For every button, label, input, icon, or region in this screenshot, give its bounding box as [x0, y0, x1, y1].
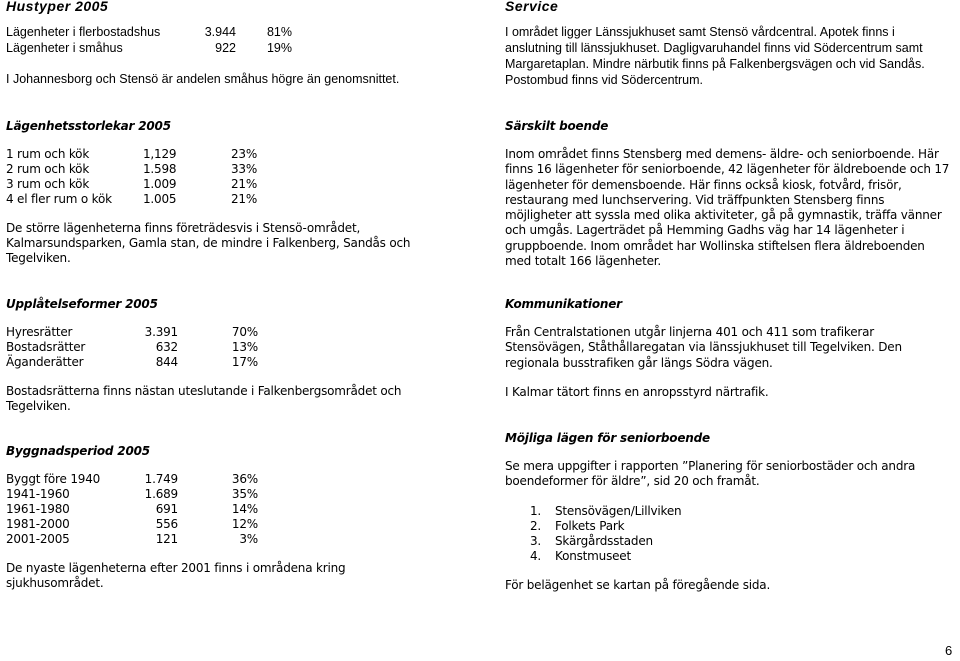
list-item — [530, 519, 950, 534]
row-pct: 3% — [239, 532, 258, 546]
mojliga-heading: Möjliga lägen för seniorboende — [505, 431, 710, 445]
table-row — [6, 472, 476, 487]
kommunikationer-text1: Från Centralstationen utgår linjerna 401 och 411 som trafikerar Stensövägen, Ståthållaregatan via länssjukhuset till Tegelviken. Den regionala busstrafiken går längs Södra vägen. — [505, 325, 902, 370]
sarskilt-heading: Särskilt boende — [505, 119, 609, 133]
hustyper-table — [6, 24, 476, 56]
list-number: 4. — [530, 548, 542, 563]
row-label: Hyresrätter — [6, 325, 73, 339]
service-section — [505, 0, 955, 88]
table-row — [6, 502, 476, 517]
storlekar-section — [6, 119, 476, 266]
table-row — [6, 487, 476, 502]
row-count: 556 — [155, 517, 178, 531]
table-row — [6, 325, 476, 340]
row-label: Lägenheter i småhus — [6, 41, 123, 55]
table-row — [6, 340, 476, 355]
table-row — [6, 40, 476, 56]
row-label: Äganderätter — [6, 355, 84, 369]
storlekar-table — [6, 147, 476, 207]
sarskilt-section — [505, 119, 950, 269]
table-row — [6, 177, 476, 192]
row-pct: 33% — [231, 162, 258, 176]
row-label: 3 rum och kök — [6, 177, 90, 191]
list-number: 3. — [530, 533, 542, 548]
row-count: 1.009 — [143, 177, 177, 191]
row-count: 922 — [215, 41, 236, 55]
list-number: 1. — [530, 503, 542, 518]
row-pct: 19% — [266, 41, 292, 55]
kommunikationer-heading: Kommunikationer — [505, 297, 622, 311]
row-pct: 14% — [231, 502, 258, 516]
row-pct: 17% — [231, 355, 258, 369]
table-row — [6, 517, 476, 532]
hustyper-note: I Johannesborg och Stensö är andelen småhus högre än genomsnittet. — [6, 72, 400, 86]
table-row — [6, 162, 476, 177]
upplatelse-table — [6, 325, 476, 370]
service-heading: Service — [505, 0, 559, 14]
row-label: 2 rum och kök — [6, 162, 90, 176]
mojliga-intro: Se mera uppgifter i rapporten ”Planering för seniorbostäder och andra boendeformer för äldre”, sid 20 och framåt. — [505, 459, 916, 489]
mojliga-section — [505, 431, 950, 593]
row-pct: 13% — [231, 340, 258, 354]
list-label: Skärgårdsstaden — [555, 533, 653, 548]
row-count: 1.598 — [143, 162, 177, 176]
table-row — [6, 192, 476, 207]
storlekar-heading: Lägenhetsstorlekar 2005 — [6, 119, 171, 133]
byggnadsperiod-note: De nyaste lägenheterna efter 2001 finns i områdena kring sjukhusområdet. — [6, 561, 346, 590]
kommunikationer-text2: I Kalmar tätort finns en anropsstyrd närtrafik. — [505, 384, 769, 399]
row-count: 3.944 — [204, 25, 236, 39]
row-pct: 81% — [266, 25, 292, 39]
table-row — [6, 355, 476, 370]
row-count: 1.749 — [144, 472, 178, 486]
sarskilt-text: Inom området finns Stensberg med demens- äldre- och seniorboende. Här finns 16 lägenheter för seniorboende, 42 lägenheter för äldreboende och 17 lägenheter för demensboende. Här finns också kiosk, fotvård, frisör, restaurang med lunchservering. Vid träffpunkten Stensberg finns möjligheter att syssla med olika aktiviteter, gå på gymnastik, träffa vänner och umgås. Lagerträdet på Hemming Gadhs väg har 14 lägenheter i gruppboende. Inom området har Wollinska stiftelsen flera äldreboenden med totalt 166 lägenheter. — [505, 147, 950, 269]
storlekar-note: De större lägenheterna finns företrädesvis i Stensö-området, Kalmarsundsparken, Gamla stan, de mindre i Falkenberg, Sandås och Tegelviken. — [6, 221, 411, 265]
upplatelse-section — [6, 297, 476, 414]
row-label: 1981-2000 — [6, 517, 70, 531]
mojliga-footer: För belägenhet se kartan på föregående sida. — [505, 577, 771, 592]
byggnadsperiod-table — [6, 472, 476, 547]
mojliga-list — [505, 504, 950, 564]
row-label: 1961-1980 — [6, 502, 70, 516]
row-count: 121 — [155, 532, 178, 546]
row-pct: 12% — [231, 517, 258, 531]
row-pct: 36% — [231, 472, 258, 486]
table-row — [6, 24, 476, 40]
page-number: 6 — [945, 643, 953, 658]
list-number: 2. — [530, 518, 542, 533]
hustyper-section — [6, 0, 476, 87]
row-label: Bostadsrätter — [6, 340, 86, 354]
row-count: 691 — [155, 502, 178, 516]
row-pct: 23% — [231, 147, 258, 161]
row-label: Byggt före 1940 — [6, 472, 101, 486]
row-count: 1.689 — [144, 487, 178, 501]
table-row — [6, 532, 476, 547]
byggnadsperiod-heading: Byggnadsperiod 2005 — [6, 444, 150, 458]
row-label: 1941-1960 — [6, 487, 70, 501]
row-label: Lägenheter i flerbostadshus — [6, 25, 161, 39]
row-label: 2001-2005 — [6, 532, 70, 546]
row-pct: 70% — [231, 325, 258, 339]
list-label: Stensövägen/Lillviken — [555, 503, 682, 518]
row-count: 632 — [155, 340, 178, 354]
row-pct: 35% — [231, 487, 258, 501]
service-text: I området ligger Länssjukhuset samt Stensö vårdcentral. Apotek finns i anslutning till länssjukhuset. Dagligvaruhandel finns vid Södercentrum samt Margaretaplan. Mindre närbutik finns på Falkenbergsvägen och vid Sandås. Postombud finns vid Södercentrum. — [505, 25, 925, 87]
row-label: 4 el fler rum o kök — [6, 192, 112, 206]
row-count: 1,129 — [143, 147, 177, 161]
row-pct: 21% — [231, 192, 258, 206]
row-pct: 21% — [231, 177, 258, 191]
upplatelse-note: Bostadsrätterna finns nästan uteslutande i Falkenbergsområdet och Tegelviken. — [6, 384, 402, 413]
hustyper-heading: Hustyper 2005 — [6, 0, 109, 14]
row-label: 1 rum och kök — [6, 147, 90, 161]
list-item — [530, 549, 950, 564]
upplatelse-heading: Upplåtelseformer 2005 — [6, 297, 158, 311]
list-label: Konstmuseet — [555, 548, 631, 563]
list-item — [530, 504, 950, 519]
kommunikationer-section — [505, 297, 950, 400]
row-count: 844 — [155, 355, 178, 369]
row-count: 3.391 — [144, 325, 178, 339]
list-item — [530, 534, 950, 549]
list-label: Folkets Park — [555, 518, 625, 533]
table-row — [6, 147, 476, 162]
row-count: 1.005 — [143, 192, 177, 206]
byggnadsperiod-section — [6, 444, 476, 591]
